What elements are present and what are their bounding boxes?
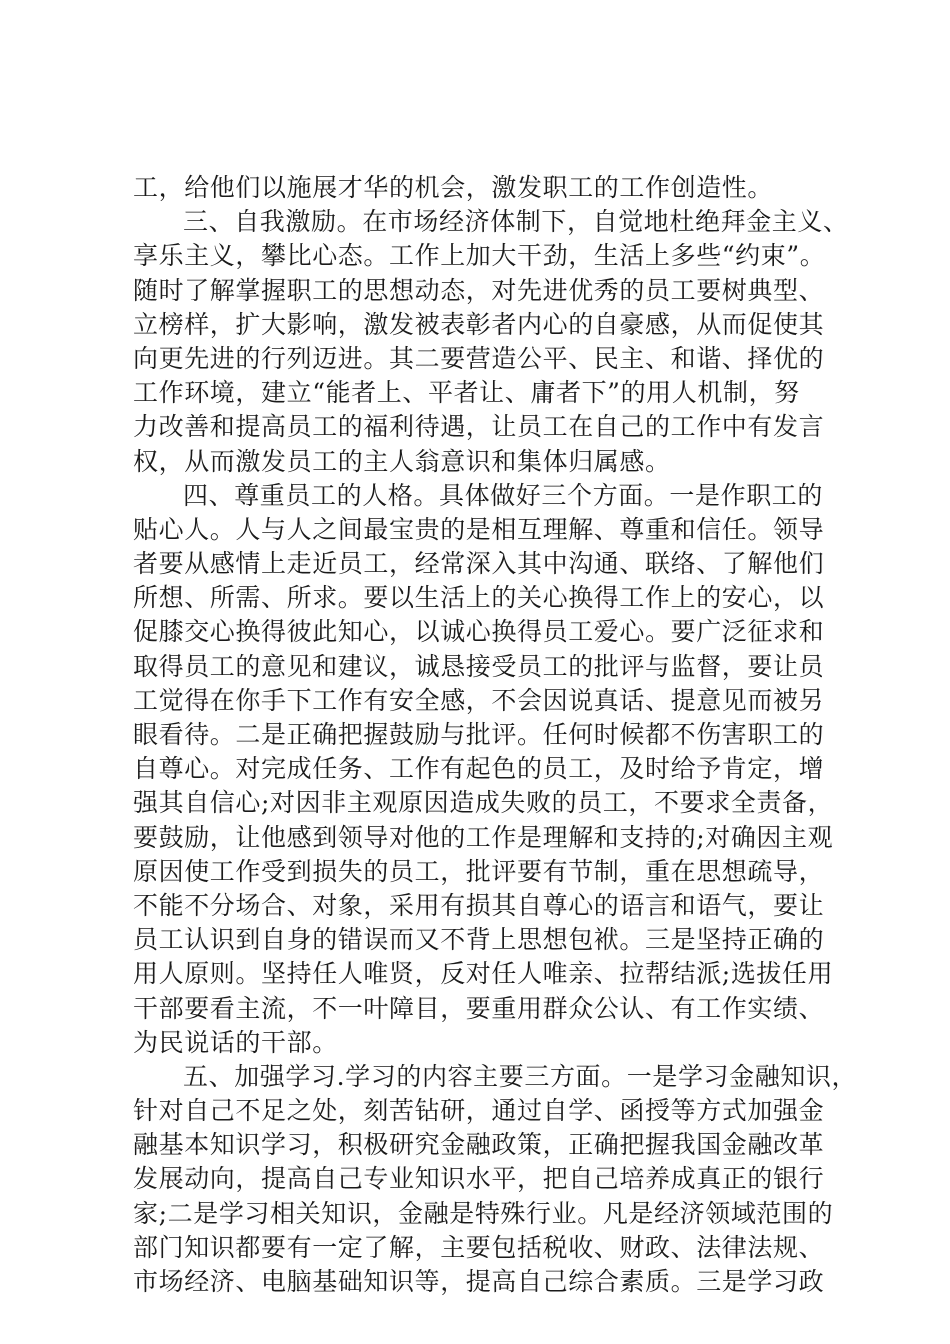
text-line: 自尊心。对完成任务、工作有起色的员工，及时给予肯定，增 [133, 754, 825, 784]
text-line: 针对自己不足之处，刻苦钻研，通过自学、函授等方式加强金 [133, 1096, 825, 1126]
text-line: 向更先进的行列迈进。其二要营造公平、民主、和谐、择优的 [133, 343, 825, 373]
text-line: 贴心人。人与人之间最宝贵的是相互理解、尊重和信任。领导 [133, 514, 825, 544]
text-line: 干部要看主流，不一叶障目，要重用群众公认、有工作实绩、 [133, 993, 825, 1023]
text-line: 原因使工作受到损失的员工，批评要有节制，重在思想疏导， [133, 856, 825, 886]
paragraph-4-start: 四、尊重员工的人格。具体做好三个方面。一是作职工的 [183, 480, 824, 510]
text-line: 权，从而激发员工的主人翁意识和集体归属感。 [133, 446, 671, 476]
text-line: 工觉得在你手下工作有安全感，不会因说真话、提意见而被另 [133, 685, 825, 715]
text-line: 工作环境，建立“能者上、平者让、庸者下”的用人机制，努 [133, 378, 800, 408]
text-line: 用人原则。坚持任人唯贤，反对任人唯亲、拉帮结派;选拔任用 [133, 959, 834, 989]
text-line: 立榜样，扩大影响，激发被表彰者内心的自豪感，从而促使其 [133, 309, 825, 339]
text-line: 强其自信心;对因非主观原因造成失败的员工，不要求全责备， [133, 788, 834, 818]
text-line: 力改善和提高员工的福利待遇，让员工在自己的工作中有发言 [133, 412, 825, 442]
text-line: 所想、所需、所求。要以生活上的关心换得工作上的安心，以 [133, 583, 825, 613]
text-line: 发展动向，提高自己专业知识水平，把自己培养成真正的银行 [133, 1164, 825, 1194]
text-line: 工，给他们以施展才华的机会，激发职工的工作创造性。 [133, 173, 774, 202]
text-line: 家;二是学习相关知识，金融是特殊行业。凡是经济领域范围的 [133, 1198, 834, 1228]
text-line: 促膝交心换得彼此知心，以诚心换得员工爱心。要广泛征求和 [133, 617, 825, 647]
paragraph-5-start: 五、加强学习.学习的内容主要三方面。一是学习金融知识， [183, 1061, 858, 1091]
text-line: 为民说话的干部。 [133, 1027, 338, 1057]
text-line: 眼看待。二是正确把握鼓励与批评。任何时候都不伤害职工的 [133, 720, 825, 749]
text-line: 享乐主义，攀比心态。工作上加大干劲，生活上多些“约束”。 [133, 241, 826, 271]
text-line: 取得员工的意见和建议，诚恳接受员工的批评与监督，要让员 [133, 651, 825, 681]
document-body [133, 171, 858, 1299]
text-line: 员工认识到自身的错误而又不背上思想包袱。三是坚持正确的 [133, 925, 825, 955]
text-line: 融基本知识学习，积极研究金融政策，正确把握我国金融改革 [133, 1130, 825, 1160]
text-line: 随时了解掌握职工的思想动态，对先进优秀的员工要树典型、 [133, 275, 825, 305]
text-line: 部门知识都要有一定了解，主要包括税收、财政、法律法规、 [133, 1232, 825, 1262]
text-line: 者要从感情上走近员工，经常深入其中沟通、联络、了解他们 [133, 549, 825, 579]
paragraph-3-start: 三、自我激励。在市场经济体制下，自觉地杜绝拜金主义、 [183, 207, 849, 237]
text-line: 不能不分场合、对象，采用有损其自尊心的语言和语气，要让 [133, 890, 825, 920]
text-line: 要鼓励，让他感到领导对他的工作是理解和支持的;对确因主观 [133, 822, 834, 852]
text-line: 市场经济、电脑基础知识等，提高自己综合素质。三是学习政 [133, 1267, 825, 1296]
